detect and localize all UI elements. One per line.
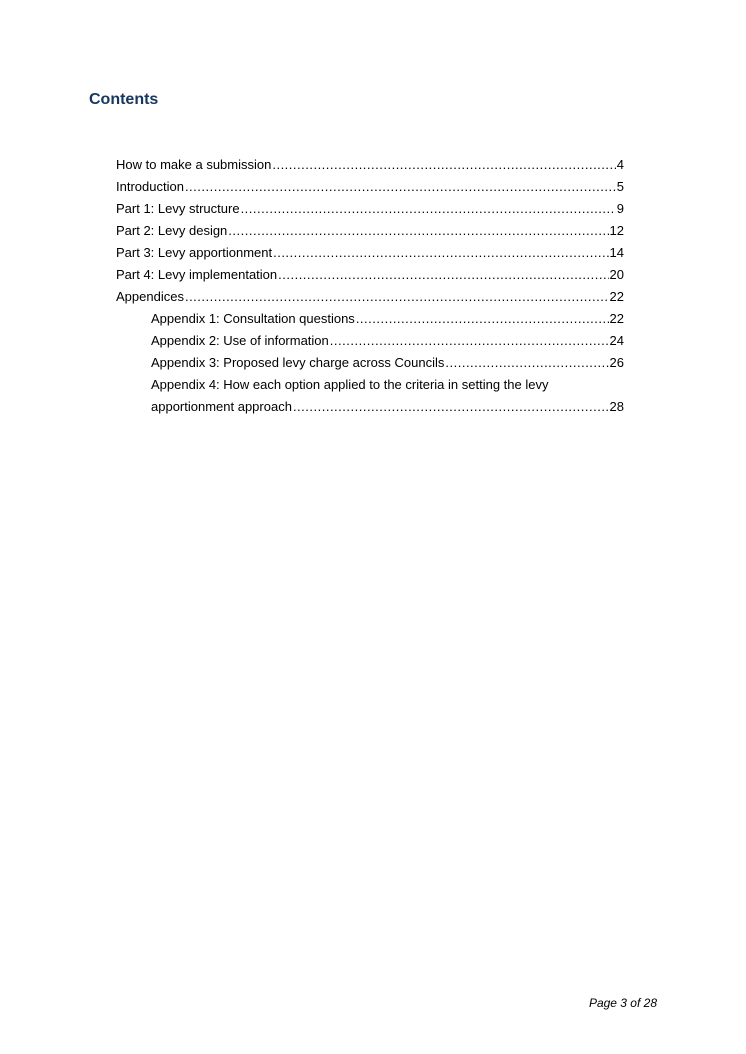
toc-entry-label: Part 2: Levy design [116, 223, 228, 238]
toc-entry-label: Part 1: Levy structure [116, 201, 240, 216]
dot-leader [272, 154, 615, 176]
toc-entry-page: 20 [609, 267, 624, 282]
page-title: Contents [89, 91, 159, 108]
toc-entry-label: Appendix 2: Use of information [151, 333, 329, 348]
toc-entry-appendix-2[interactable] [116, 330, 624, 352]
toc-entry-page: 14 [609, 245, 624, 260]
toc-entry-label: Appendix 3: Proposed levy charge across Councils [151, 355, 445, 370]
toc-entry-label: Appendix 1: Consultation questions [151, 311, 355, 326]
toc-entry-page: 22 [609, 289, 624, 304]
toc-entry-appendix-1[interactable] [116, 308, 624, 330]
toc-entry-line2 [151, 396, 624, 418]
toc-entry-label-line2: apportionment approach [151, 399, 292, 414]
toc-entry-label: Part 3: Levy apportionment [116, 245, 273, 260]
toc-entry-page: 24 [609, 333, 624, 348]
toc-entry-introduction[interactable] [116, 176, 624, 198]
toc-entry-page: 9 [616, 201, 624, 216]
dot-leader [273, 242, 608, 264]
toc-entry-page: 12 [609, 223, 624, 238]
table-of-contents [116, 154, 624, 418]
dot-leader [330, 330, 609, 352]
toc-entry-appendix-3[interactable] [116, 352, 624, 374]
dot-leader [185, 176, 616, 198]
toc-entry-appendices[interactable] [116, 286, 624, 308]
dot-leader [293, 396, 609, 418]
dot-leader [228, 220, 608, 242]
toc-entry-part-4[interactable] [116, 264, 624, 286]
toc-entry-label-line1: Appendix 4: How each option applied to the criteria in setting the levy [151, 377, 549, 392]
toc-entry-part-3[interactable] [116, 242, 624, 264]
toc-entry-page: 4 [616, 157, 624, 172]
dot-leader [241, 198, 616, 220]
dot-leader [445, 352, 608, 374]
toc-entry-page: 22 [609, 311, 624, 326]
toc-entry-part-1[interactable] [116, 198, 624, 220]
toc-entry-label: Appendices [116, 289, 184, 304]
toc-entry-appendix-4[interactable] [116, 374, 624, 418]
toc-entry-part-2[interactable] [116, 220, 624, 242]
toc-entry-label: How to make a submission [116, 157, 272, 172]
toc-entry-page: 28 [609, 399, 624, 414]
dot-leader [278, 264, 608, 286]
dot-leader [356, 308, 609, 330]
toc-entry-page: 26 [609, 355, 624, 370]
toc-entry-label: Part 4: Levy implementation [116, 267, 278, 282]
toc-entry-page: 5 [616, 179, 624, 194]
page-footer: Page 3 of 28 [588, 996, 657, 1010]
toc-entry-label: Introduction [116, 179, 184, 194]
dot-leader [185, 286, 609, 308]
toc-entry-how-to-make-a-submission[interactable] [116, 154, 624, 176]
